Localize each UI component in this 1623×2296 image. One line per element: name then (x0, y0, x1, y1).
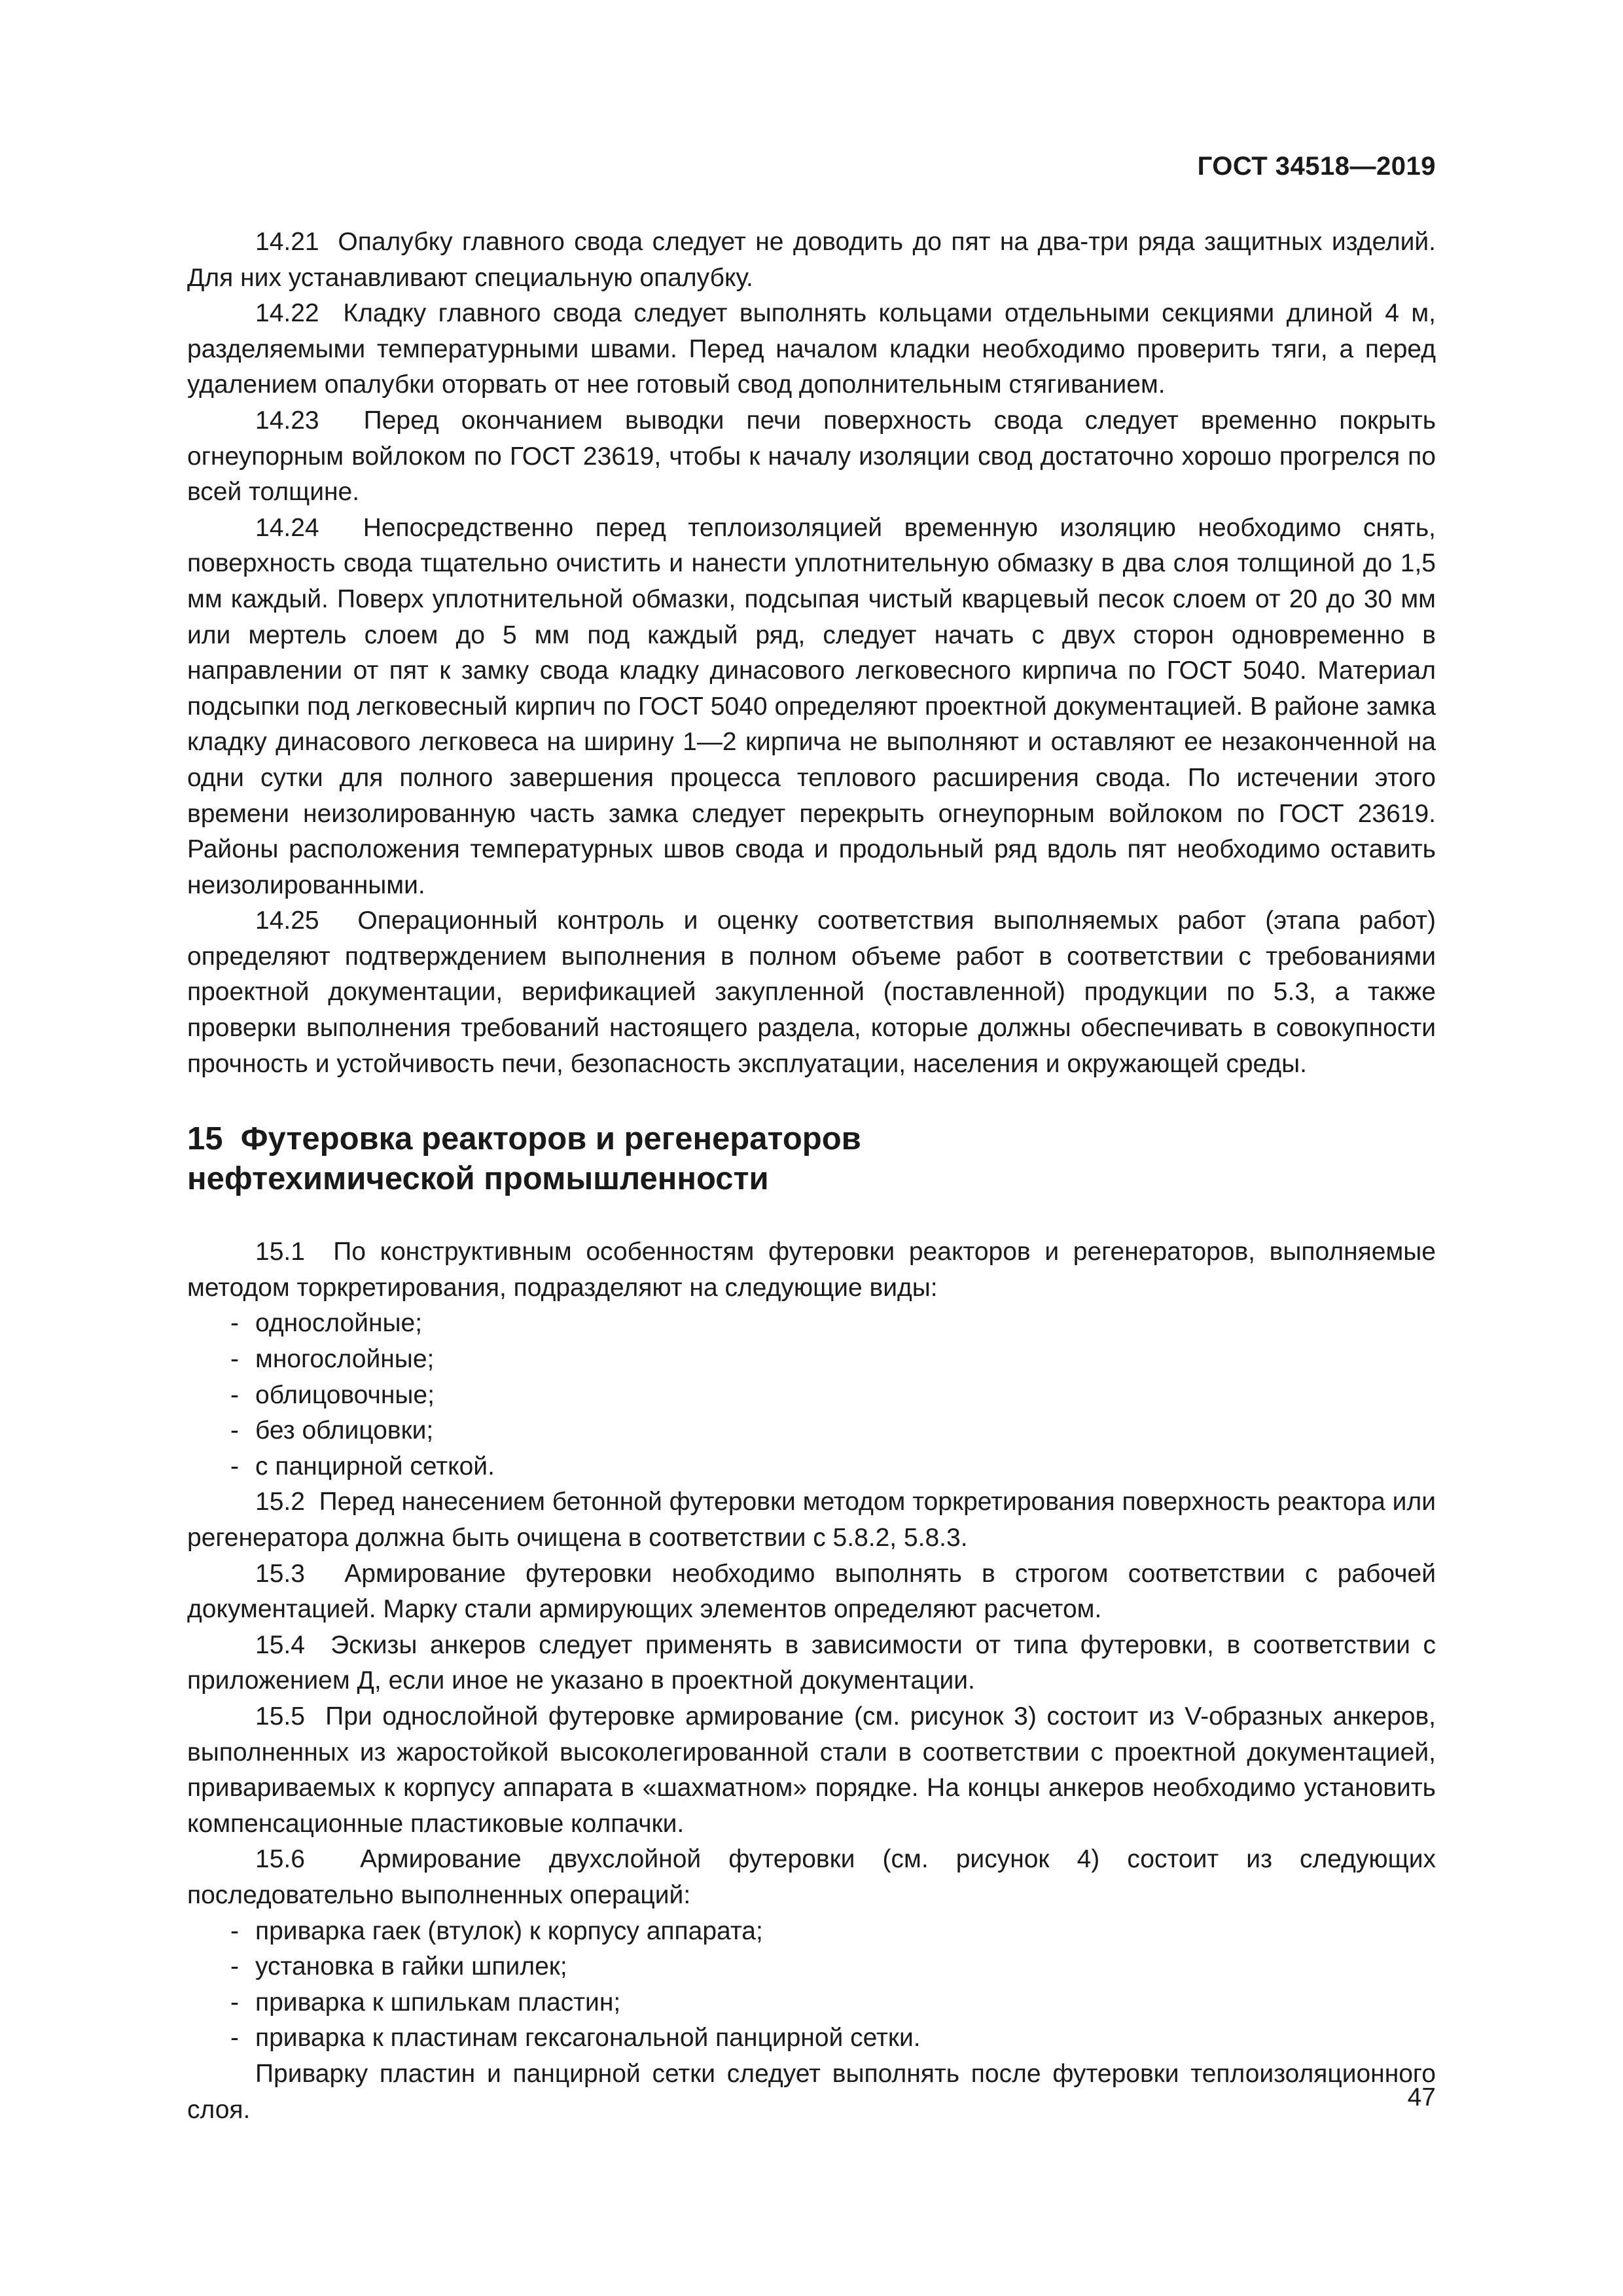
clause-number: 14.21 (255, 228, 319, 256)
paragraph-14-22 (187, 296, 1436, 403)
list-item (187, 1306, 1436, 1342)
list-item-text: приварка гаек (втулок) к корпусу аппарата; (255, 1916, 763, 1945)
list-dash: - (230, 2024, 239, 2053)
paragraph-14-25 (187, 903, 1436, 1082)
list-item (187, 1449, 1436, 1485)
list-item (187, 1949, 1436, 1985)
list-dash: - (230, 1952, 239, 1981)
section-15-heading (187, 1119, 1436, 1199)
standard-number-header: ГОСТ 34518—2019 (1197, 152, 1436, 181)
list-item-text: приварка к пластинам гексагональной панцирной сетки. (255, 2024, 921, 2053)
section-heading-line-1: 15 Футеровка реакторов и регенераторов (187, 1121, 861, 1157)
list-dash: - (230, 1345, 239, 1374)
list-dash: - (230, 1988, 239, 2017)
paragraph-14-21 (187, 224, 1436, 296)
list-item (187, 1342, 1436, 1378)
clause-number: 15.1 (255, 1238, 305, 1266)
paragraph-15-1 (187, 1234, 1436, 1306)
list-item-text: приварка к шпилькам пластин; (255, 1988, 621, 2017)
list-item-text: без облицовки; (255, 1416, 434, 1445)
paragraph-15-5 (187, 1699, 1436, 1842)
list-reinforcement-operations (187, 1914, 1436, 2056)
clause-number: 14.23 (255, 406, 319, 435)
paragraph-15-3 (187, 1556, 1436, 1628)
list-item (187, 1413, 1436, 1449)
clause-text: Армирование двухслойной футеровки (см. рисунок 4) состоит из следующих последовательно выполненных операций: (187, 1845, 1436, 1909)
clause-text: Кладку главного свода следует выполнять кольцами отдельными секциями длиной 4 м, разделяемыми температурными швами. Перед началом кладки необходимо проверить тяги, а перед удалением опалубки оторвать от нее готовый свод дополнительным стягиванием. (187, 299, 1436, 399)
clause-number: 15.3 (255, 1559, 305, 1588)
clause-text: Опалубку главного свода следует не доводить до пят на два-три ряда защитных изделий. Для них устанавливают специальную опалубку. (187, 228, 1436, 292)
document-body (187, 224, 1436, 2128)
clause-text: Перед окончанием выводки печи поверхность свода следует временно покрыть огнеупорным войлоком по ГОСТ 23619, чтобы к началу изоляции свод достаточно хорошо прогрелся по всей толщине. (187, 406, 1436, 507)
clause-number: 14.24 (255, 513, 319, 542)
list-item (187, 2020, 1436, 2056)
list-dash: - (230, 1452, 239, 1480)
list-dash: - (230, 1380, 239, 1409)
clause-text: По конструктивным особенностям футеровки реакторов и регенераторов, выполняемые методом торкретирования, подразделяют на следующие виды: (187, 1238, 1436, 1302)
list-item-text: облицовочные; (255, 1380, 435, 1409)
list-item-text: с панцирной сеткой. (255, 1452, 495, 1480)
clause-text: При однослойной футеровке армирование (см. рисунок 3) состоит из V-образных анкеров, выполненных из жаростойкой высоколегированной стали в соответствии с проектной документацией, привариваемых к корпусу аппарата в «шахматном» порядке. На концы анкеров необходимо установить компенсационные пластиковые колпачки. (187, 1702, 1436, 1838)
clause-number: 15.5 (255, 1702, 305, 1731)
list-item-text: установка в гайки шпилек; (255, 1952, 567, 1981)
list-dash: - (230, 1916, 239, 1945)
clause-number: 15.2 (255, 1488, 305, 1516)
clause-number: 14.22 (255, 299, 319, 328)
list-item (187, 1378, 1436, 1414)
clause-text: Операционный контроль и оценку соответствия выполняемых работ (этапа работ) определяют подтверждением выполнения в полном объеме работ в соответствии с требованиями проектной документации, верификацией закупленной (поставленной) продукции по 5.3, а также проверки выполнения требований настоящего раздела, которые должны обеспечивать в совокупности прочность и устойчивость печи, безопасность эксплуатации, населения и окружающей среды. (187, 906, 1436, 1078)
paragraph-15-4 (187, 1628, 1436, 1699)
clause-number: 15.4 (255, 1630, 305, 1659)
paragraph-15-6 (187, 1842, 1436, 1913)
clause-text: Армирование футеровки необходимо выполнять в строгом соответствии с рабочей документацией. Марку стали армирующих элементов определяют расчетом. (187, 1559, 1436, 1624)
paragraph-14-23 (187, 403, 1436, 511)
page-number: 47 (1407, 2083, 1436, 2111)
clause-text: Непосредственно перед теплоизоляцией временную изоляцию необходимо снять, поверхность свода тщательно очистить и нанести уплотнительную обмазку в два слоя толщиной до 1,5 мм каждый. Поверх уплотнительной обмазки, подсыпая чистый кварцевый песок слоем от 20 до 30 мм или мертель слоем до 5 мм под каждый ряд, следует начать с двух сторон одновременно в направлении от пят к замку свода кладку динасового легковесного кирпича по ГОСТ 5040. Материал подсыпки под легковесный кирпич по ГОСТ 5040 определяют проектной документацией. В районе замка кладку динасового легковеса на ширину 1—2 кирпича не выполняют и оставляют ее незаконченной на одни сутки для полного завершения процесса теплового расширения свода. По истечении этого времени неизолированную часть замка следует перекрыть огнеупорным войлоком по ГОСТ 23619. Районы расположения температурных швов свода и продольный ряд вдоль пят необходимо оставить неизолированными. (187, 513, 1436, 899)
closing-paragraph-text: Приварку пластин и панцирной сетки следует выполнять после футеровки теплоизоляционного слоя. (187, 2059, 1436, 2124)
clause-number: 15.6 (255, 1845, 305, 1874)
paragraph-15-2 (187, 1484, 1436, 1556)
clause-number: 14.25 (255, 906, 319, 935)
list-lining-types (187, 1306, 1436, 1484)
list-item-text: многослойные; (255, 1345, 435, 1374)
list-item (187, 1914, 1436, 1950)
section-heading-line-2: нефтехимической промышленности (187, 1161, 769, 1197)
paragraph-14-24 (187, 511, 1436, 904)
list-item-text: однослойные; (255, 1309, 423, 1338)
list-dash: - (230, 1309, 239, 1338)
list-dash: - (230, 1416, 239, 1445)
clause-text: Перед нанесением бетонной футеровки методом торкретирования поверхность реактора или регенератора должна быть очищена в соответствии с 5.8.2, 5.8.3. (187, 1488, 1436, 1552)
clause-text: Эскизы анкеров следует применять в зависимости от типа футеровки, в соответствии с приложением Д, если иное не указано в проектной документации. (187, 1630, 1436, 1695)
list-item (187, 1985, 1436, 2021)
